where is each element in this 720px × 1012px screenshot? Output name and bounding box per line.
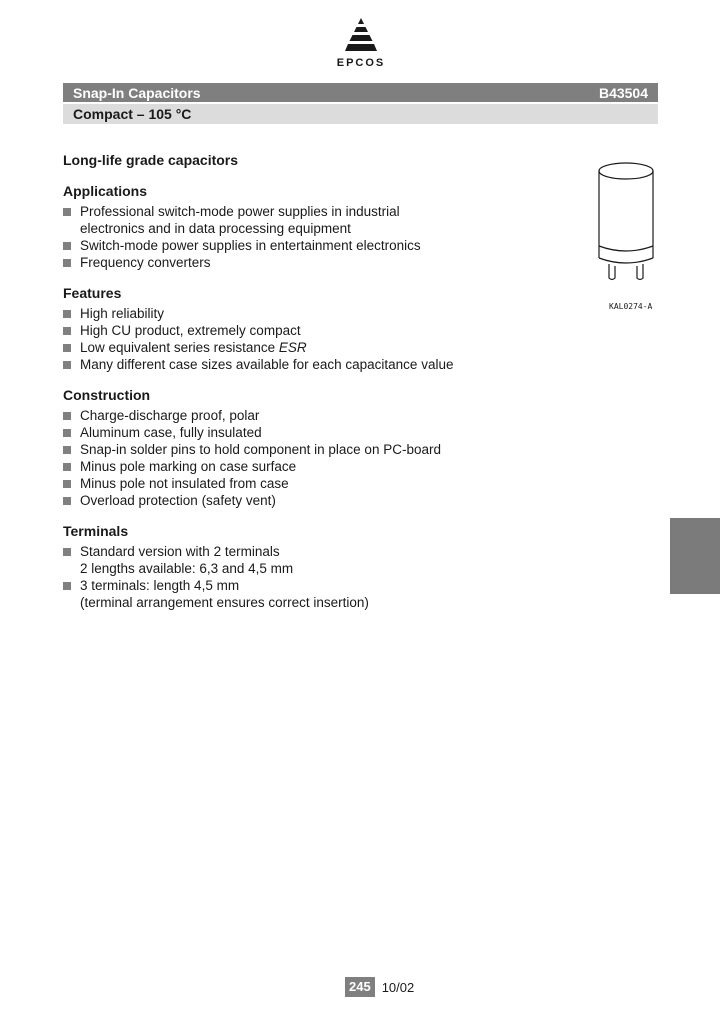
part-number: B43504 xyxy=(598,84,648,101)
list-item xyxy=(63,254,583,271)
brand-name: EPCOS xyxy=(336,57,386,69)
list-item xyxy=(63,305,583,322)
list-item-text: Minus pole not insulated from case xyxy=(80,476,289,491)
list-item-text: (terminal arrangement ensures correct insertion) xyxy=(80,595,369,610)
list-item-text: electronics and in data processing equipment xyxy=(80,221,351,236)
construction-list xyxy=(63,407,583,509)
list-item xyxy=(63,543,583,577)
list-item xyxy=(63,356,583,373)
page-title: Snap-In Capacitors xyxy=(73,84,201,101)
title-bar xyxy=(63,83,658,102)
list-item-text: Aluminum case, fully insulated xyxy=(80,425,262,440)
esr-abbreviation: ESR xyxy=(278,340,307,355)
page-number: 245 xyxy=(345,977,375,997)
construction-heading: Construction xyxy=(63,387,151,403)
applications-list xyxy=(63,203,583,271)
grade-heading: Long-life grade capacitors xyxy=(63,152,239,168)
terminals-heading: Terminals xyxy=(63,523,129,539)
list-item-text: Switch-mode power supplies in entertainment electronics xyxy=(80,238,421,253)
terminals-list xyxy=(63,543,583,611)
issue-date: 10/02 xyxy=(381,979,415,995)
subtitle-bar xyxy=(63,104,658,124)
list-item xyxy=(63,492,583,509)
list-item-text: High CU product, extremely compact xyxy=(80,323,301,338)
list-item xyxy=(63,577,583,611)
list-item-text: Overload protection (safety vent) xyxy=(80,493,276,508)
list-item-text: Many different case sizes available for each capacitance value xyxy=(80,357,454,372)
list-item xyxy=(63,475,583,492)
list-item xyxy=(63,237,583,254)
datasheet-content xyxy=(63,150,583,623)
figure-code: KAL0274-A xyxy=(609,302,653,311)
list-item xyxy=(63,203,583,237)
features-list xyxy=(63,305,583,373)
list-item xyxy=(63,424,583,441)
list-item-text: Frequency converters xyxy=(80,255,211,270)
features-heading: Features xyxy=(63,285,122,301)
applications-heading: Applications xyxy=(63,183,148,199)
capacitor-drawing-icon xyxy=(588,154,660,299)
list-item xyxy=(63,441,583,458)
list-item-text: Professional switch-mode power supplies in industrial xyxy=(80,204,400,219)
list-item xyxy=(63,322,583,339)
capacitor-figure xyxy=(588,154,660,314)
list-item xyxy=(63,407,583,424)
page-subtitle: Compact – 105 °C xyxy=(73,106,192,122)
list-item-text: High reliability xyxy=(80,306,165,321)
section-tab xyxy=(670,518,720,594)
list-item xyxy=(63,458,583,475)
list-item-text: Snap-in solder pins to hold component in place on PC-board xyxy=(80,442,441,457)
list-item-text: Standard version with 2 terminals xyxy=(80,544,280,559)
footer xyxy=(345,977,414,997)
list-item-text: Minus pole marking on case surface xyxy=(80,459,297,474)
list-item-text xyxy=(80,339,583,356)
list-item xyxy=(63,339,583,356)
epcos-logo xyxy=(331,16,391,72)
epcos-triangle-logo-icon xyxy=(339,16,383,56)
list-item-text: 2 lengths available: 6,3 and 4,5 mm xyxy=(80,561,294,576)
list-item-text: Charge-discharge proof, polar xyxy=(80,408,260,423)
list-item-text: 3 terminals: length 4,5 mm xyxy=(80,578,240,593)
esr-label: Low equivalent series resistance xyxy=(80,340,279,355)
